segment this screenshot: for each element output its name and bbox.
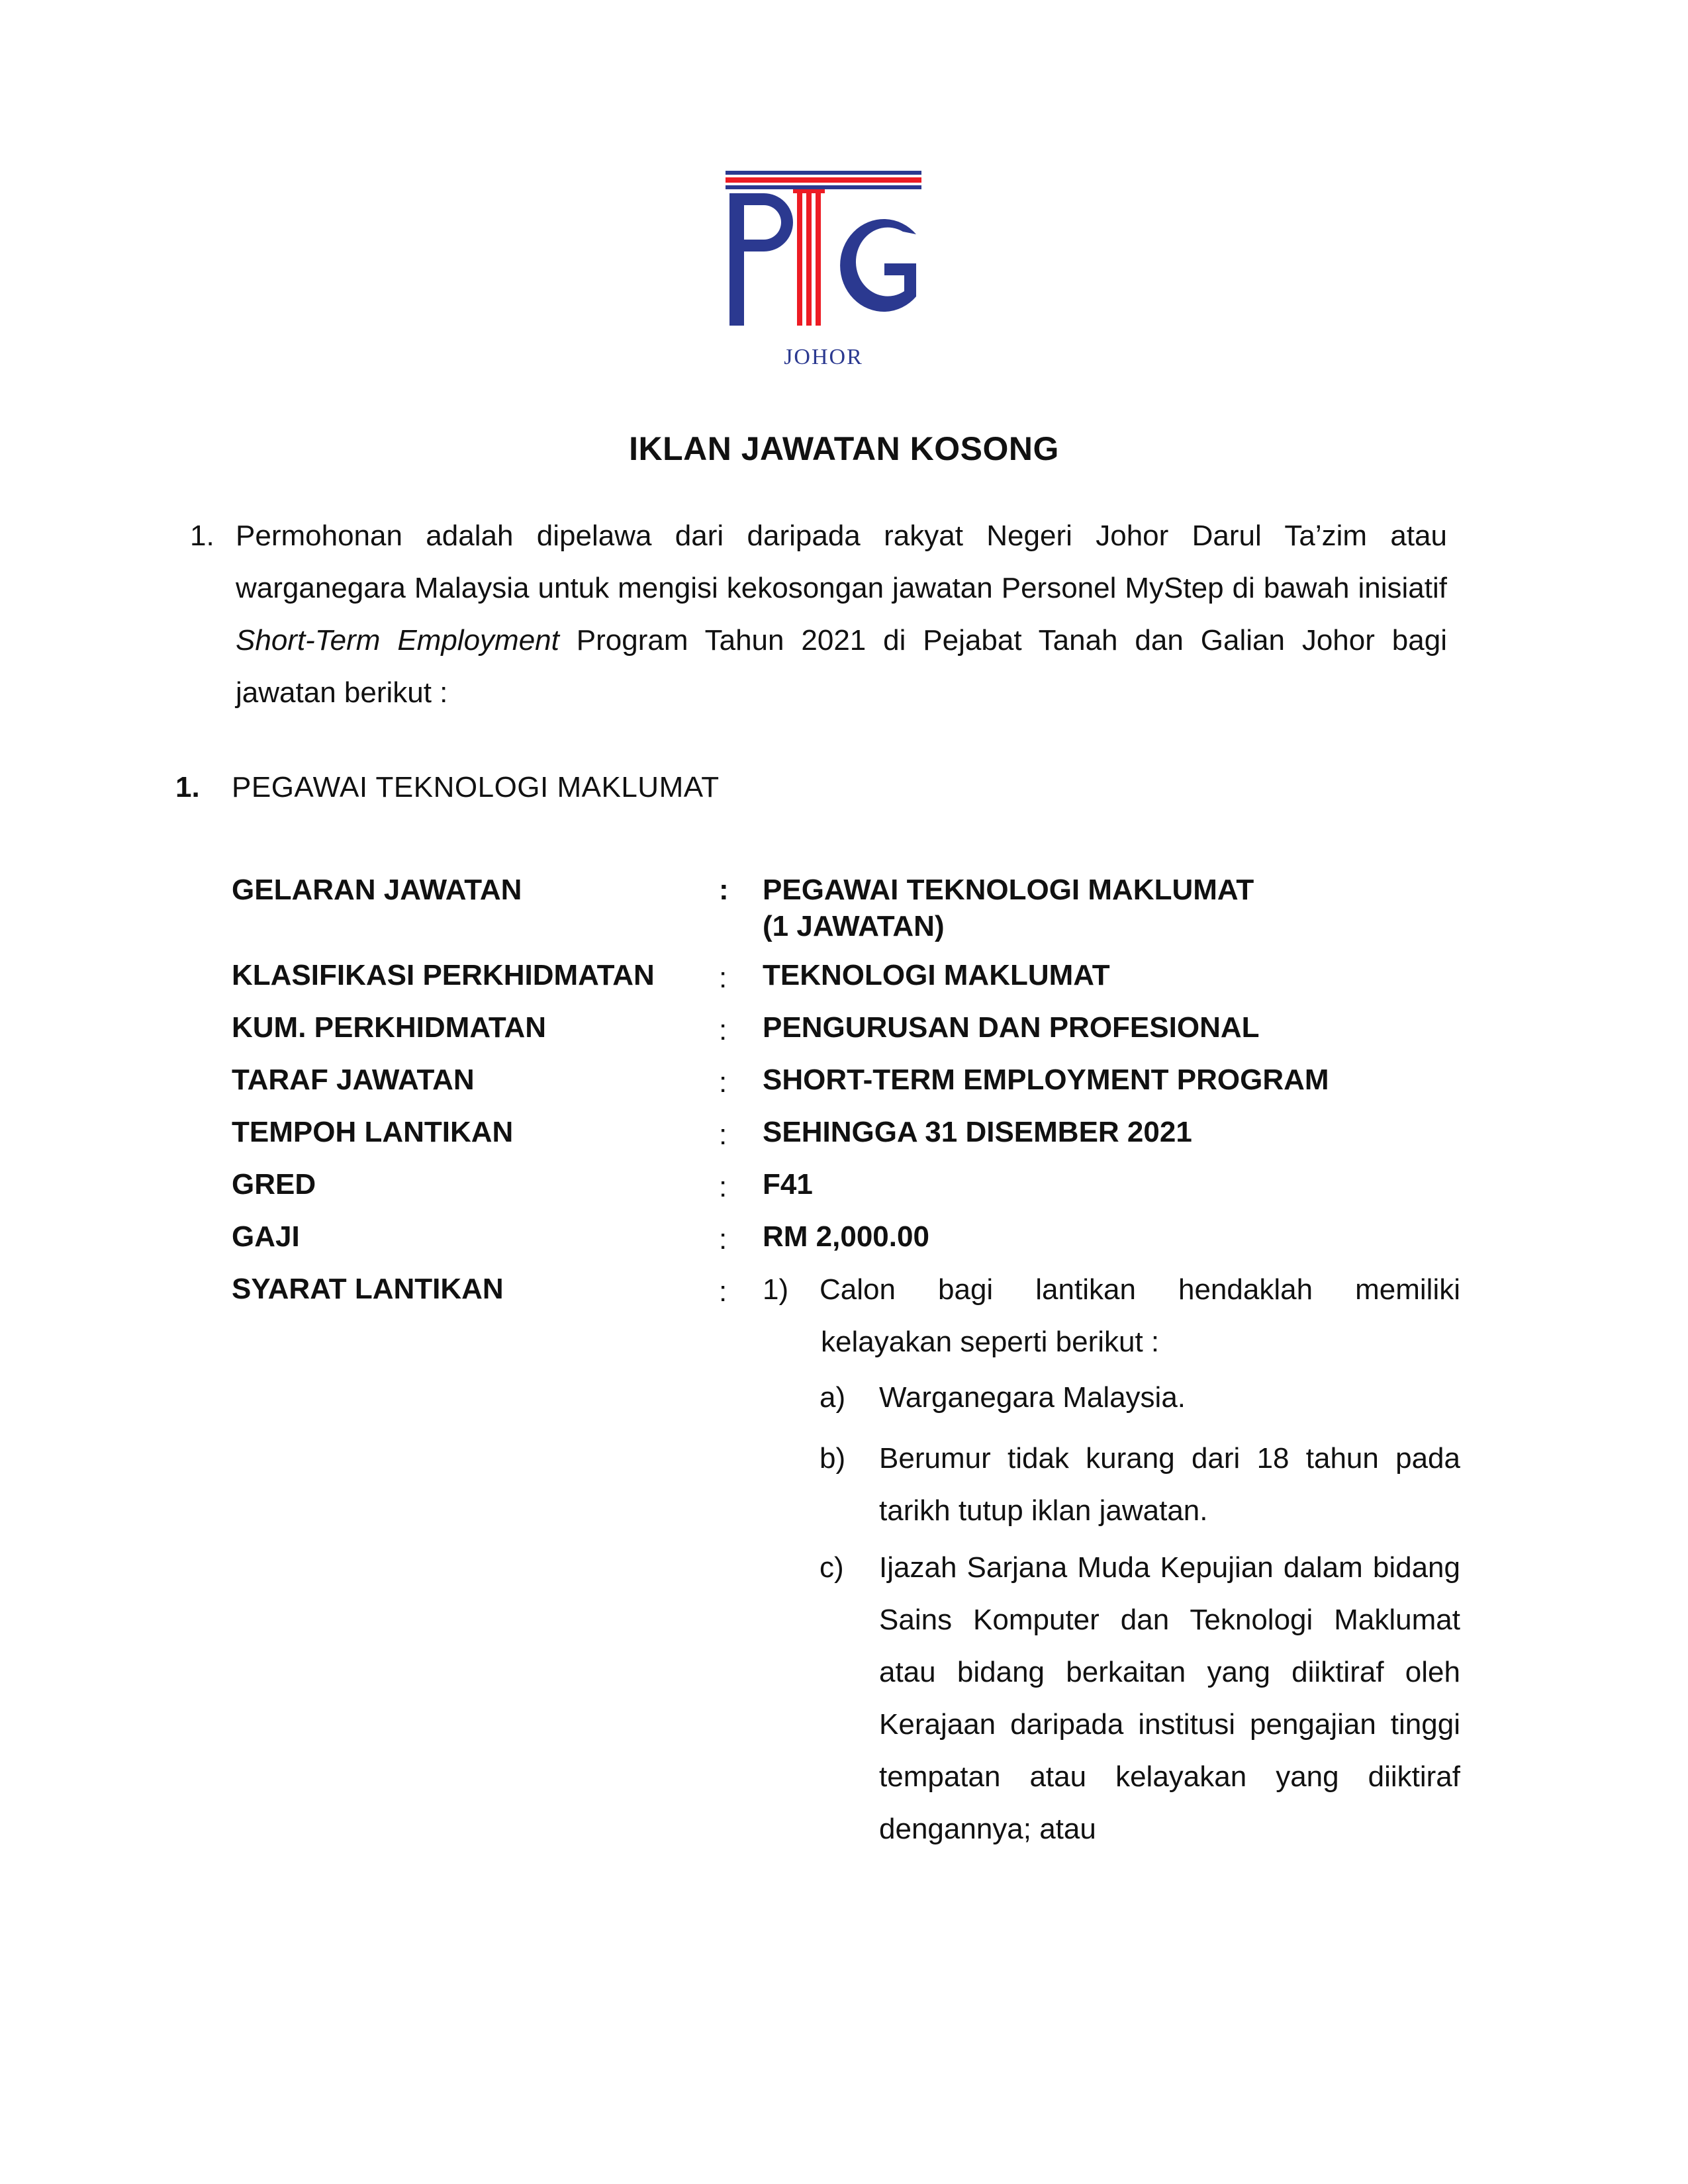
- value-gaji: RM 2,000.00: [763, 1220, 929, 1253]
- colon: :: [719, 1014, 727, 1046]
- value-gelaran-jawatan: PEGAWAI TEKNOLOGI MAKLUMAT: [763, 874, 1254, 906]
- intro-text-2: Program Tahun 2021 di Pejabat Tanah dan Galian Johor bagi jawatan berikut :: [236, 624, 1447, 709]
- colon: :: [719, 1275, 727, 1308]
- requirement-line-2: kelayakan seperti berikut :: [821, 1326, 1160, 1358]
- colon: :: [719, 1223, 727, 1255]
- value-gred: F41: [763, 1168, 813, 1201]
- requirement-item-text: Warganegara Malaysia.: [879, 1381, 1186, 1414]
- label-kumpulan: KUM. PERKHIDMATAN: [232, 1011, 546, 1044]
- logo-subtitle: JOHOR: [784, 345, 863, 367]
- requirement-item-label: a): [820, 1381, 846, 1414]
- colon: :: [719, 1118, 727, 1151]
- label-gred: GRED: [232, 1168, 316, 1201]
- label-taraf: TARAF JAWATAN: [232, 1064, 475, 1096]
- requirement-item-text: Berumur tidak kurang dari 18 tahun pada tarikh tutup iklan jawatan.: [879, 1442, 1460, 1527]
- requirement-item-text: Ijazah Sarjana Muda Kepujian dalam bidang Sains Komputer dan Teknologi Maklumat atau bidang berkaitan yang diiktiraf oleh Kerajaan daripada institusi pengajian tinggi tempatan atau kelayakan yang diiktiraf dengannya; atau: [879, 1551, 1460, 1845]
- value-klasifikasi: TEKNOLOGI MAKLUMAT: [763, 959, 1110, 991]
- colon: :: [719, 874, 729, 906]
- requirement-item-label: c): [820, 1551, 844, 1584]
- label-gaji: GAJI: [232, 1220, 300, 1253]
- requirement-number: 1): [763, 1273, 789, 1306]
- label-klasifikasi: KLASIFIKASI PERKHIDMATAN: [232, 959, 655, 991]
- label-syarat: SYARAT LANTIKAN: [232, 1273, 504, 1305]
- label-gelaran-jawatan: GELARAN JAWATAN: [232, 874, 522, 906]
- page-title: IKLAN JAWATAN KOSONG: [629, 430, 1059, 467]
- value-gelaran-jawatan-count: (1 JAWATAN): [763, 910, 945, 942]
- intro-italic: Short-Term Employment: [236, 624, 559, 657]
- intro-text-1: Permohonan adalah dipelawa dari daripada rakyat Negeri Johor Darul Ta’zim atau warganegara Malaysia untuk mengisi kekosongan jawatan Personel MyStep di bawah inisiatif: [236, 520, 1447, 604]
- colon: :: [719, 1066, 727, 1099]
- label-tempoh: TEMPOH LANTIKAN: [232, 1116, 514, 1148]
- requirement-item-label: b): [820, 1442, 846, 1475]
- section-title: PEGAWAI TEKNOLOGI MAKLUMAT: [232, 771, 720, 803]
- colon: :: [719, 962, 727, 994]
- colon: :: [719, 1171, 727, 1203]
- value-taraf: SHORT-TERM EMPLOYMENT PROGRAM: [763, 1064, 1329, 1096]
- value-tempoh: SEHINGGA 31 DISEMBER 2021: [763, 1116, 1192, 1148]
- ptg-johor-logo: [726, 171, 921, 367]
- value-kumpulan: PENGURUSAN DAN PROFESIONAL: [763, 1011, 1260, 1044]
- intro-paragraph: [236, 510, 1447, 719]
- section-number: 1.: [175, 771, 200, 803]
- intro-number: 1.: [190, 520, 214, 552]
- requirement-line-1: Calon bagi lantikan hendaklah memiliki: [820, 1273, 1460, 1306]
